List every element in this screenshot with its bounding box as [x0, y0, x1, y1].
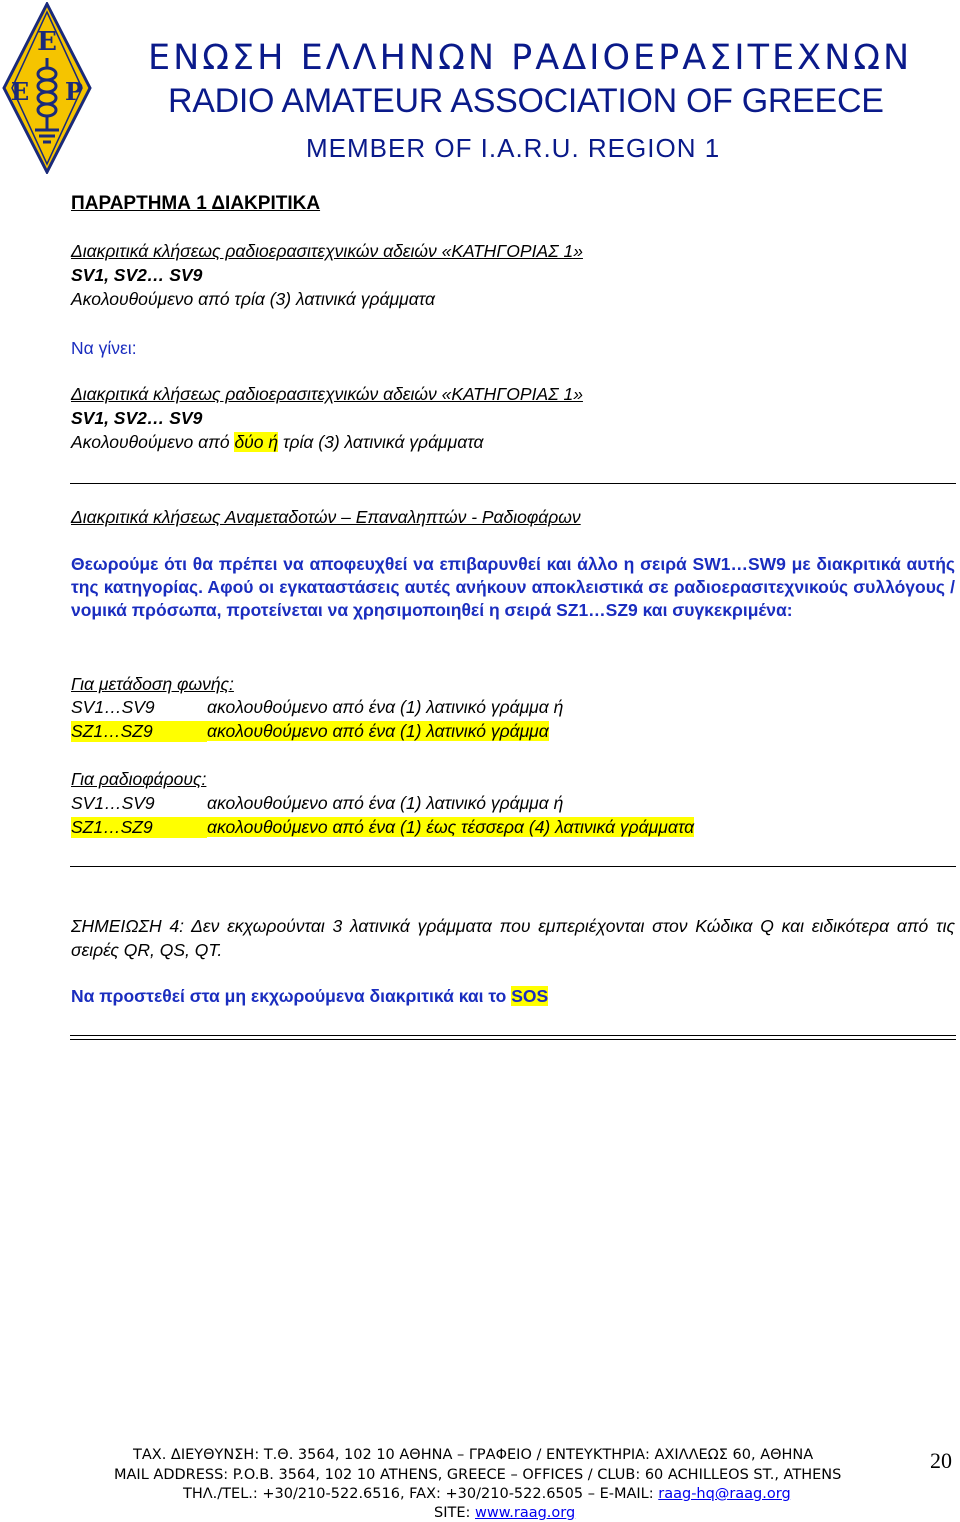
beacons-row-code: SV1…SV9	[71, 793, 155, 813]
beacons-row-code: SZ1…SZ9	[71, 817, 207, 838]
raag-logo	[2, 2, 92, 174]
logo-letter-right: Ρ	[64, 77, 84, 106]
proposal-text-pre: Να προστεθεί στα μη εκχωρούμενα διακριτικά και το	[71, 986, 512, 1006]
footer-site-link[interactable]: www.raag.org	[475, 1505, 576, 1521]
logo-letter-left: Ε	[10, 77, 30, 106]
footer-line-3	[183, 1486, 791, 1502]
beacons-row	[71, 793, 563, 814]
footer-email-link[interactable]: raag-hq@raag.org	[658, 1486, 791, 1502]
block2-followed-highlight: δύο ή	[234, 432, 279, 452]
header-title-greek: ΕΝΩΣΗ ΕΛΛΗΝΩΝ ΡΑΔΙΟΕΡΑΣΙΤΕΧΝΩΝ	[148, 38, 913, 78]
voice-row-desc: ακολουθούμενο από ένα (1) λατινικό γράμμα	[207, 721, 549, 741]
block2-heading: Διακριτικά κλήσεως ραδιοερασιτεχνικών αδειών «ΚΑΤΗΓΟΡΙΑΣ 1»	[71, 384, 583, 404]
beacons-row-desc: ακολουθούμενο από ένα (1) λατινικό γράμμα ή	[207, 793, 564, 813]
divider-bottom-double	[70, 1039, 956, 1040]
voice-row-code: SZ1…SZ9	[71, 721, 207, 742]
proposal-text	[71, 986, 548, 1007]
footer-line-1: ΤΑΧ. ΔΙΕΥΘΥΝΣΗ: Τ.Θ. 3564, 102 10 ΑΘΗΝΑ – ΓΡΑΦΕΙΟ / ΕΝΤΕΥΚΤΗΡΙΑ: ΑΧΙΛΛΕΩΣ 60, ΑΘΗΝΑ	[133, 1447, 814, 1463]
block2-followed-post: τρία (3) λατινικά γράμματα	[278, 432, 484, 452]
proposal-highlight: SOS	[511, 986, 549, 1006]
block1-heading: Διακριτικά κλήσεως ραδιοερασιτεχνικών αδειών «ΚΑΤΗΓΟΡΙΑΣ 1»	[71, 241, 583, 261]
page-number: 20	[930, 1448, 952, 1473]
footer-line-4	[434, 1505, 575, 1521]
beacons-heading: Για ραδιοφάρους:	[71, 769, 207, 789]
note-text: ΣΗΜΕΙΩΣΗ 4: Δεν εκχωρούνται 3 λατινικά γράμματα που εμπεριέχονται στον Κώδικα Q και ειδικότερα από τις σειρές QR, QS, QT.	[71, 916, 955, 960]
voice-row	[71, 721, 549, 742]
divider-bottom	[70, 1035, 956, 1036]
section-title: ΠΑΡΑΡΤΗΜΑ 1 ΔΙΑΚΡΙΤΙΚΑ	[71, 193, 321, 214]
block1-followed: Ακολουθούμενο από τρία (3) λατινικά γράμματα	[71, 289, 435, 309]
divider-top	[70, 483, 956, 484]
beacons-row	[71, 817, 694, 838]
voice-heading: Για μετάδοση φωνής:	[71, 674, 234, 694]
block3-paragraph: Θεωρούμε ότι θα πρέπει να αποφευχθεί να επιβαρυνθεί και άλλο η σειρά SW1…SW9 με διακριτικά αυτής της κατηγορίας. Αφού οι εγκαταστάσεις αυτές ανήκουν αποκλειστικά σε ραδιοερασιτεχνικούς συλλόγους / νομικά πρόσωπα, προτείνεται να χρησιμοποιηθεί η σειρά SZ1…SZ9 και συγκεκριμένα:	[71, 554, 955, 620]
beacons-row-desc: ακολουθούμενο από ένα (1) έως τέσσερα (4) λατινικά γράμματα	[207, 817, 695, 837]
voice-row-code: SV1…SV9	[71, 697, 155, 717]
divider-middle	[70, 866, 956, 867]
change-label: Να γίνει:	[71, 338, 137, 358]
block2-series: SV1, SV2… SV9	[71, 408, 203, 428]
footer-site-label: SITE:	[434, 1505, 475, 1521]
logo-letter-top: Ε	[37, 27, 57, 57]
block2-followed-pre: Ακολουθούμενο από	[71, 432, 235, 452]
block3-heading: Διακριτικά κλήσεως Αναμεταδοτών – Επαναληπτών - Ραδιοφάρων	[71, 507, 581, 527]
block2-followed	[71, 432, 484, 453]
voice-row-desc: ακολουθούμενο από ένα (1) λατινικό γράμμα ή	[207, 697, 564, 717]
voice-row	[71, 697, 563, 718]
footer-phone-fax: ΤΗΛ./TEL.: +30/210-522.6516, FAX: +30/210-522.6505 – E-MAIL:	[183, 1486, 659, 1502]
block1-series: SV1, SV2… SV9	[71, 265, 203, 285]
footer-line-2: MAIL ADDRESS: P.O.B. 3564, 102 10 ATHENS, GREECE – OFFICES / CLUB: 60 ACHILLEOS ST., ATHENS	[114, 1467, 842, 1483]
header-title-english: RADIO AMATEUR ASSOCIATION OF GREECE	[168, 82, 884, 120]
header-member: MEMBER OF I.A.R.U. REGION 1	[306, 133, 721, 163]
